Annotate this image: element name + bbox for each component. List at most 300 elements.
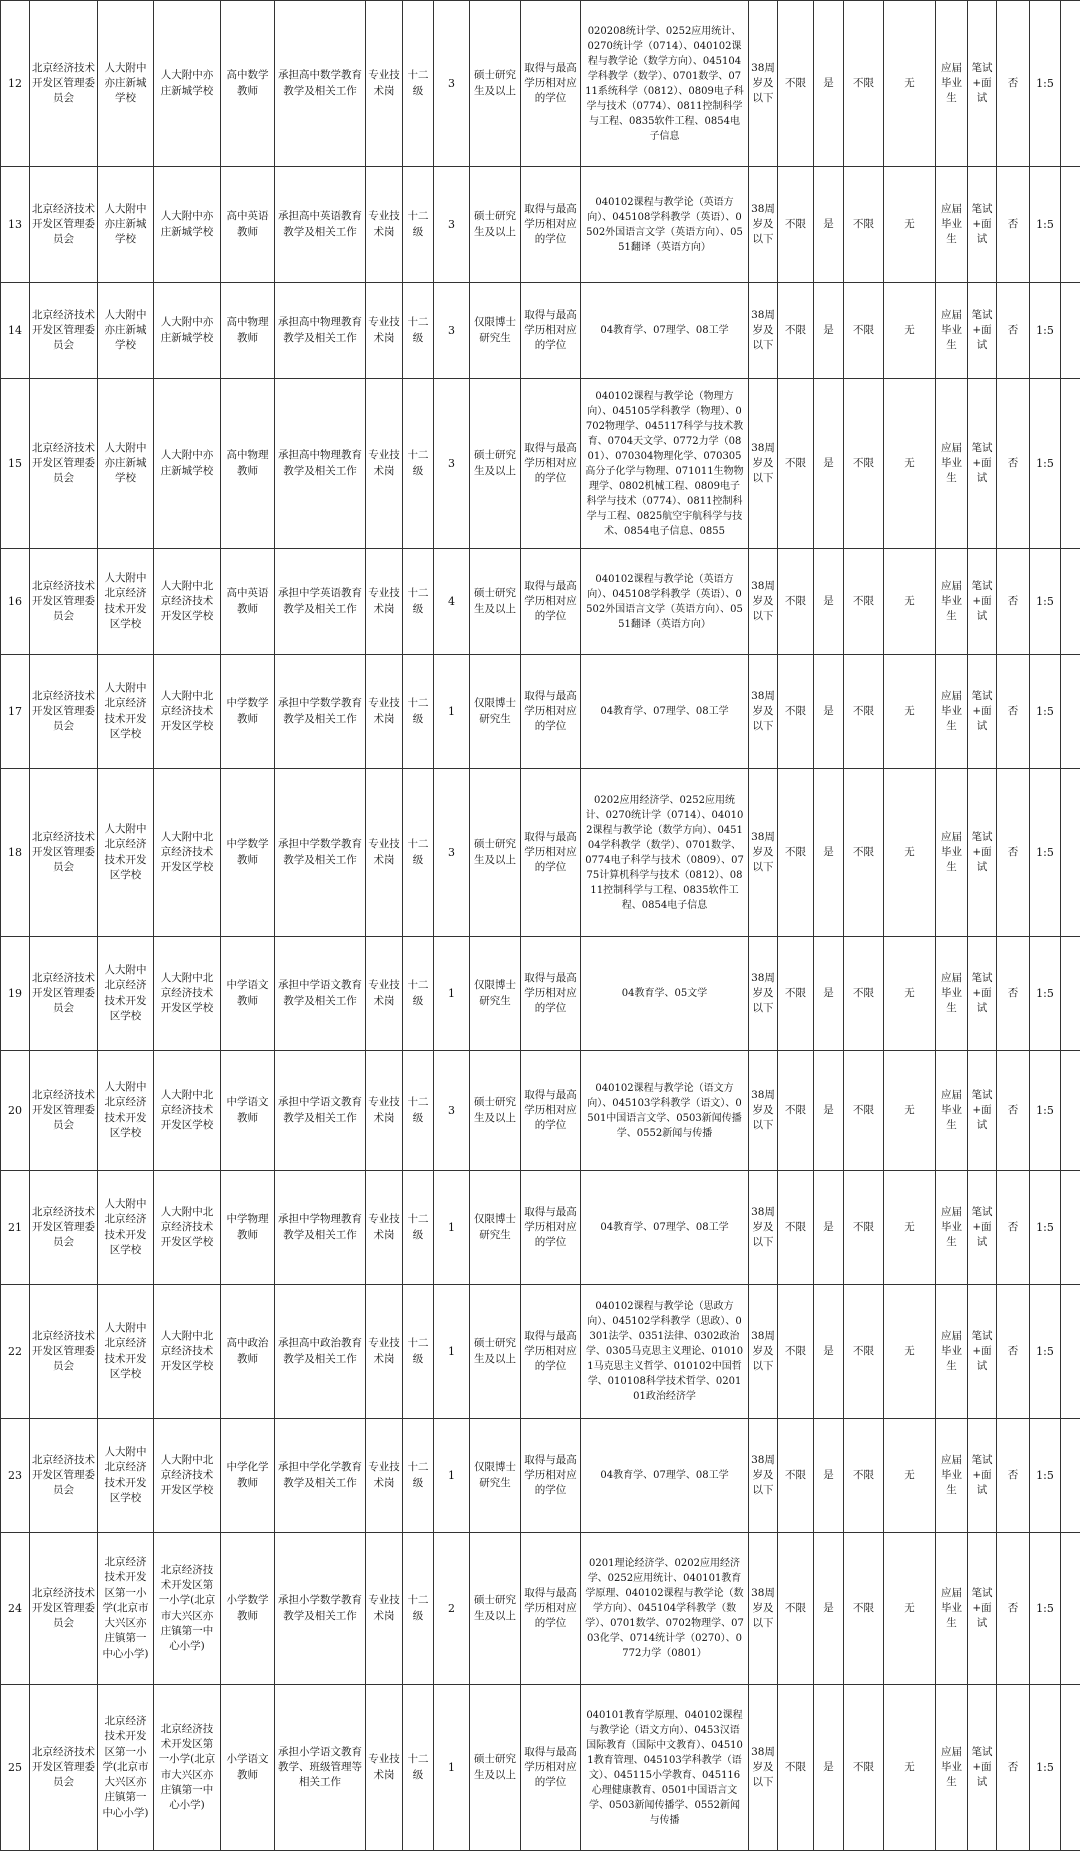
exam-method-cell: 笔试+面试 [968,937,997,1051]
position-level-cell: 十二级 [403,549,434,655]
headcount-cell: 3 [434,1,470,167]
position-category-cell: 专业技术岗 [366,769,403,937]
note-cell [1061,549,1080,655]
origin-cell: 不限 [844,379,884,549]
ratio-cell: 1:5 [1030,1171,1061,1285]
note-cell [1061,769,1080,937]
major-requirement-cell: 04教育学、05文学 [581,937,749,1051]
degree-cell: 取得与最高学历相对应的学位 [521,1285,581,1419]
flag-cell: 否 [997,1419,1030,1533]
ratio-cell: 1:5 [1030,379,1061,549]
hukou-cell: 是 [814,379,844,549]
ratio-cell: 1:5 [1030,1051,1061,1171]
political-status-cell: 不限 [778,1171,814,1285]
organization-cell: 人大附中北京经济技术开发区学校 [98,1285,154,1419]
position-name-cell: 中学语文教师 [221,937,275,1051]
major-requirement-cell: 04教育学、07理学、08工学 [581,1171,749,1285]
unit-cell: 人大附中亦庄新城学校 [154,283,221,379]
political-status-cell: 不限 [778,655,814,769]
unit-cell: 人大附中亦庄新城学校 [154,167,221,283]
position-category-cell: 专业技术岗 [366,1051,403,1171]
flag-cell: 否 [997,1285,1030,1419]
flag-cell: 否 [997,549,1030,655]
duty-cell: 承担高中物理教育教学及相关工作 [275,379,366,549]
major-requirement-cell: 0202应用经济学、0252应用统计、0270统计学（0714）、040102课程与教学论（数学方向）、045104学科教学（数学）、0701数学、0774电子科学与技术（0809）、0775计算机科学与技术（0812）、0811控制科学与工程、0835软件工程、0854电子信息 [581,769,749,937]
department-cell: 北京经济技术开发区管理委员会 [30,167,98,283]
ratio-cell: 1:5 [1030,549,1061,655]
age-cell: 38周岁及以下 [749,1419,778,1533]
other-requirement-cell: 无 [884,1,936,167]
organization-cell: 人大附中北京经济技术开发区学校 [98,1171,154,1285]
position-name-cell: 中学数学教师 [221,655,275,769]
degree-cell: 取得与最高学历相对应的学位 [521,1,581,167]
major-requirement-cell: 040102课程与教学论（物理方向）、045105学科教学（物理）、0702物理学、045117科学与技术教育、0704天文学、0772力学（0801）、070304物理化学、070305高分子化学与物理、071011生物物理学、0802机械工程、0809电子科学与技术（0774）、0811控制科学与工程、0825航空宇航科学与技术、0854电子信息、0855 [581,379,749,549]
origin-cell: 不限 [844,769,884,937]
row-number: 18 [1,769,30,937]
education-cell: 硕士研究生及以上 [470,167,521,283]
exam-method-cell: 笔试+面试 [968,1171,997,1285]
education-cell: 仅限博士研究生 [470,1171,521,1285]
political-status-cell: 不限 [778,1285,814,1419]
ratio-cell: 1:5 [1030,1285,1061,1419]
table-row [1,655,1080,769]
other-requirement-cell: 无 [884,1051,936,1171]
organization-cell: 人大附中北京经济技术开发区学校 [98,937,154,1051]
position-name-cell: 中学化学教师 [221,1419,275,1533]
political-status-cell: 不限 [778,379,814,549]
position-category-cell: 专业技术岗 [366,655,403,769]
headcount-cell: 3 [434,769,470,937]
flag-cell: 否 [997,1685,1030,1851]
duty-cell: 承担小学数学教育教学及相关工作 [275,1533,366,1685]
unit-cell: 人大附中北京经济技术开发区学校 [154,1171,221,1285]
flag-cell: 否 [997,655,1030,769]
duty-cell: 承担中学数学教育教学及相关工作 [275,769,366,937]
age-cell: 38周岁及以下 [749,379,778,549]
unit-cell: 人大附中北京经济技术开发区学校 [154,549,221,655]
position-name-cell: 小学语文教师 [221,1685,275,1851]
political-status-cell: 不限 [778,1051,814,1171]
origin-cell: 不限 [844,283,884,379]
exam-method-cell: 笔试+面试 [968,1285,997,1419]
organization-cell: 北京经济技术开发区第一小学(北京市大兴区亦庄镇第一中心小学) [98,1685,154,1851]
ratio-cell: 1:5 [1030,283,1061,379]
duty-cell: 承担中学语文教育教学及相关工作 [275,937,366,1051]
hukou-cell: 是 [814,283,844,379]
ratio-cell: 1:5 [1030,1,1061,167]
origin-cell: 不限 [844,549,884,655]
department-cell: 北京经济技术开发区管理委员会 [30,1051,98,1171]
education-cell: 硕士研究生及以上 [470,379,521,549]
department-cell: 北京经济技术开发区管理委员会 [30,1171,98,1285]
table-row [1,167,1080,283]
position-level-cell: 十二级 [403,655,434,769]
headcount-cell: 3 [434,167,470,283]
exam-method-cell: 笔试+面试 [968,167,997,283]
ratio-cell: 1:5 [1030,769,1061,937]
flag-cell: 否 [997,167,1030,283]
age-cell: 38周岁及以下 [749,1171,778,1285]
organization-cell: 人大附中北京经济技术开发区学校 [98,1051,154,1171]
major-requirement-cell: 040101教育学原理、040102课程与教学论（语文方向）、0453汉语国际教育（国际中文教育）、045101教育管理、045103学科教学（语文）、045115小学教育、045116心理健康教育、0501中国语言文学、0503新闻传播学、0552新闻与传播 [581,1685,749,1851]
note-cell [1061,283,1080,379]
major-requirement-cell: 040102课程与教学论（思政方向）、045102学科教学（思政）、0301法学、0351法律、0302政治学、0305马克思主义理论、010101马克思主义哲学、010102中国哲学、010108科学技术哲学、020101政治经济学 [581,1285,749,1419]
hukou-cell: 是 [814,1,844,167]
department-cell: 北京经济技术开发区管理委员会 [30,379,98,549]
hukou-cell: 是 [814,1419,844,1533]
note-cell [1061,1285,1080,1419]
headcount-cell: 1 [434,937,470,1051]
education-cell: 硕士研究生及以上 [470,1285,521,1419]
headcount-cell: 1 [434,1419,470,1533]
duty-cell: 承担中学化学教育教学及相关工作 [275,1419,366,1533]
ratio-cell: 1:5 [1030,655,1061,769]
graduate-type-cell: 应届毕业生 [936,549,968,655]
unit-cell: 人大附中北京经济技术开发区学校 [154,769,221,937]
row-number: 17 [1,655,30,769]
position-level-cell: 十二级 [403,167,434,283]
education-cell: 硕士研究生及以上 [470,1533,521,1685]
position-name-cell: 高中数学教师 [221,1,275,167]
position-name-cell: 高中政治教师 [221,1285,275,1419]
graduate-type-cell: 应届毕业生 [936,167,968,283]
origin-cell: 不限 [844,1533,884,1685]
other-requirement-cell: 无 [884,1685,936,1851]
note-cell [1061,1533,1080,1685]
position-level-cell: 十二级 [403,1,434,167]
position-level-cell: 十二级 [403,1685,434,1851]
political-status-cell: 不限 [778,937,814,1051]
department-cell: 北京经济技术开发区管理委员会 [30,655,98,769]
row-number: 12 [1,1,30,167]
duty-cell: 承担高中英语教育教学及相关工作 [275,167,366,283]
position-name-cell: 中学语文教师 [221,1051,275,1171]
organization-cell: 人大附中亦庄新城学校 [98,283,154,379]
degree-cell: 取得与最高学历相对应的学位 [521,1685,581,1851]
origin-cell: 不限 [844,655,884,769]
unit-cell: 人大附中亦庄新城学校 [154,1,221,167]
origin-cell: 不限 [844,1685,884,1851]
table-row [1,549,1080,655]
row-number: 19 [1,937,30,1051]
age-cell: 38周岁及以下 [749,937,778,1051]
position-category-cell: 专业技术岗 [366,1685,403,1851]
origin-cell: 不限 [844,167,884,283]
exam-method-cell: 笔试+面试 [968,1685,997,1851]
unit-cell: 人大附中北京经济技术开发区学校 [154,1285,221,1419]
exam-method-cell: 笔试+面试 [968,1533,997,1685]
other-requirement-cell: 无 [884,937,936,1051]
other-requirement-cell: 无 [884,1171,936,1285]
major-requirement-cell: 040102课程与教学论（英语方向）、045108学科教学（英语）、0502外国语言文学（英语方向）、0551翻译（英语方向） [581,167,749,283]
hukou-cell: 是 [814,167,844,283]
graduate-type-cell: 应届毕业生 [936,1419,968,1533]
ratio-cell: 1:5 [1030,1685,1061,1851]
graduate-type-cell: 应届毕业生 [936,1285,968,1419]
headcount-cell: 1 [434,655,470,769]
major-requirement-cell: 040102课程与教学论（语文方向）、045103学科教学（语文）、0501中国语言文学、0503新闻传播学、0552新闻与传播 [581,1051,749,1171]
other-requirement-cell: 无 [884,1533,936,1685]
department-cell: 北京经济技术开发区管理委员会 [30,1419,98,1533]
department-cell: 北京经济技术开发区管理委员会 [30,1285,98,1419]
position-level-cell: 十二级 [403,1285,434,1419]
age-cell: 38周岁及以下 [749,167,778,283]
age-cell: 38周岁及以下 [749,1,778,167]
degree-cell: 取得与最高学历相对应的学位 [521,1419,581,1533]
political-status-cell: 不限 [778,1533,814,1685]
flag-cell: 否 [997,937,1030,1051]
position-level-cell: 十二级 [403,937,434,1051]
exam-method-cell: 笔试+面试 [968,283,997,379]
position-category-cell: 专业技术岗 [366,167,403,283]
ratio-cell: 1:5 [1030,937,1061,1051]
origin-cell: 不限 [844,1,884,167]
position-level-cell: 十二级 [403,1171,434,1285]
major-requirement-cell: 0201理论经济学、0202应用经济学、0252应用统计、040101教育学原理、040102课程与教学论（数学方向）、045104学科教学（数学）、0701数学、0702物理学、0703化学、0714统计学（0270）、0772力学（0801） [581,1533,749,1685]
table-row [1,379,1080,549]
position-level-cell: 十二级 [403,1533,434,1685]
table-row [1,1685,1080,1851]
political-status-cell: 不限 [778,769,814,937]
other-requirement-cell: 无 [884,283,936,379]
other-requirement-cell: 无 [884,549,936,655]
political-status-cell: 不限 [778,1685,814,1851]
political-status-cell: 不限 [778,283,814,379]
note-cell [1061,167,1080,283]
graduate-type-cell: 应届毕业生 [936,1051,968,1171]
hukou-cell: 是 [814,1685,844,1851]
department-cell: 北京经济技术开发区管理委员会 [30,549,98,655]
political-status-cell: 不限 [778,167,814,283]
other-requirement-cell: 无 [884,379,936,549]
note-cell [1061,1051,1080,1171]
graduate-type-cell: 应届毕业生 [936,655,968,769]
flag-cell: 否 [997,283,1030,379]
unit-cell: 人大附中亦庄新城学校 [154,379,221,549]
exam-method-cell: 笔试+面试 [968,1051,997,1171]
ratio-cell: 1:5 [1030,167,1061,283]
organization-cell: 人大附中北京经济技术开发区学校 [98,655,154,769]
exam-method-cell: 笔试+面试 [968,379,997,549]
education-cell: 硕士研究生及以上 [470,549,521,655]
organization-cell: 人大附中北京经济技术开发区学校 [98,549,154,655]
unit-cell: 北京经济技术开发区第一小学(北京市大兴区亦庄镇第一中心小学) [154,1685,221,1851]
flag-cell: 否 [997,769,1030,937]
organization-cell: 人大附中亦庄新城学校 [98,379,154,549]
duty-cell: 承担中学语文教育教学及相关工作 [275,1051,366,1171]
department-cell: 北京经济技术开发区管理委员会 [30,937,98,1051]
row-number: 14 [1,283,30,379]
note-cell [1061,1,1080,167]
headcount-cell: 2 [434,1533,470,1685]
hukou-cell: 是 [814,1285,844,1419]
unit-cell: 人大附中北京经济技术开发区学校 [154,937,221,1051]
other-requirement-cell: 无 [884,167,936,283]
unit-cell: 北京经济技术开发区第一小学(北京市大兴区亦庄镇第一中心小学) [154,1533,221,1685]
headcount-cell: 1 [434,1171,470,1285]
other-requirement-cell: 无 [884,655,936,769]
headcount-cell: 3 [434,1051,470,1171]
headcount-cell: 1 [434,1685,470,1851]
table-row [1,1051,1080,1171]
position-level-cell: 十二级 [403,1051,434,1171]
other-requirement-cell: 无 [884,1285,936,1419]
origin-cell: 不限 [844,1171,884,1285]
department-cell: 北京经济技术开发区管理委员会 [30,1533,98,1685]
age-cell: 38周岁及以下 [749,549,778,655]
hukou-cell: 是 [814,937,844,1051]
hukou-cell: 是 [814,655,844,769]
degree-cell: 取得与最高学历相对应的学位 [521,167,581,283]
table-row [1,937,1080,1051]
graduate-type-cell: 应届毕业生 [936,283,968,379]
position-category-cell: 专业技术岗 [366,1171,403,1285]
duty-cell: 承担中学物理教育教学及相关工作 [275,1171,366,1285]
position-category-cell: 专业技术岗 [366,1419,403,1533]
position-category-cell: 专业技术岗 [366,937,403,1051]
department-cell: 北京经济技术开发区管理委员会 [30,1,98,167]
degree-cell: 取得与最高学历相对应的学位 [521,1533,581,1685]
flag-cell: 否 [997,1533,1030,1685]
note-cell [1061,937,1080,1051]
position-category-cell: 专业技术岗 [366,283,403,379]
position-name-cell: 中学物理教师 [221,1171,275,1285]
education-cell: 仅限博士研究生 [470,283,521,379]
note-cell [1061,1685,1080,1851]
headcount-cell: 3 [434,283,470,379]
organization-cell: 人大附中北京经济技术开发区学校 [98,769,154,937]
position-category-cell: 专业技术岗 [366,1285,403,1419]
organization-cell: 人大附中亦庄新城学校 [98,167,154,283]
origin-cell: 不限 [844,1051,884,1171]
row-number: 24 [1,1533,30,1685]
age-cell: 38周岁及以下 [749,1533,778,1685]
major-requirement-cell: 020208统计学、0252应用统计、0270统计学（0714）、040102课程与教学论（数学方向）、045104学科教学（数学）、0701数学、0711系统科学（0812）、0809电子科学与技术（0774）、0811控制科学与工程、0835软件工程、0854电子信息 [581,1,749,167]
education-cell: 硕士研究生及以上 [470,1,521,167]
row-number: 23 [1,1419,30,1533]
political-status-cell: 不限 [778,1419,814,1533]
duty-cell: 承担高中物理教育教学及相关工作 [275,283,366,379]
organization-cell: 北京经济技术开发区第一小学(北京市大兴区亦庄镇第一中心小学) [98,1533,154,1685]
flag-cell: 否 [997,379,1030,549]
major-requirement-cell: 04教育学、07理学、08工学 [581,283,749,379]
duty-cell: 承担高中数学教育教学及相关工作 [275,1,366,167]
department-cell: 北京经济技术开发区管理委员会 [30,283,98,379]
political-status-cell: 不限 [778,1,814,167]
table-row [1,1,1080,167]
hukou-cell: 是 [814,769,844,937]
unit-cell: 人大附中北京经济技术开发区学校 [154,1051,221,1171]
table-body [1,1,1080,1851]
age-cell: 38周岁及以下 [749,769,778,937]
row-number: 16 [1,549,30,655]
position-name-cell: 小学数学教师 [221,1533,275,1685]
duty-cell: 承担高中政治教育教学及相关工作 [275,1285,366,1419]
note-cell [1061,655,1080,769]
flag-cell: 否 [997,1171,1030,1285]
exam-method-cell: 笔试+面试 [968,549,997,655]
major-requirement-cell: 04教育学、07理学、08工学 [581,655,749,769]
table-row [1,769,1080,937]
note-cell [1061,379,1080,549]
education-cell: 硕士研究生及以上 [470,1685,521,1851]
row-number: 15 [1,379,30,549]
department-cell: 北京经济技术开发区管理委员会 [30,769,98,937]
table-row [1,1171,1080,1285]
degree-cell: 取得与最高学历相对应的学位 [521,379,581,549]
department-cell: 北京经济技术开发区管理委员会 [30,1685,98,1851]
unit-cell: 人大附中北京经济技术开发区学校 [154,655,221,769]
hukou-cell: 是 [814,1171,844,1285]
age-cell: 38周岁及以下 [749,283,778,379]
flag-cell: 否 [997,1,1030,167]
exam-method-cell: 笔试+面试 [968,769,997,937]
headcount-cell: 1 [434,1285,470,1419]
row-number: 22 [1,1285,30,1419]
degree-cell: 取得与最高学历相对应的学位 [521,1051,581,1171]
graduate-type-cell: 应届毕业生 [936,379,968,549]
degree-cell: 取得与最高学历相对应的学位 [521,549,581,655]
position-category-cell: 专业技术岗 [366,549,403,655]
hukou-cell: 是 [814,549,844,655]
education-cell: 仅限博士研究生 [470,655,521,769]
organization-cell: 人大附中北京经济技术开发区学校 [98,1419,154,1533]
origin-cell: 不限 [844,1419,884,1533]
position-name-cell: 高中物理教师 [221,379,275,549]
position-level-cell: 十二级 [403,379,434,549]
education-cell: 硕士研究生及以上 [470,1051,521,1171]
position-category-cell: 专业技术岗 [366,1533,403,1685]
degree-cell: 取得与最高学历相对应的学位 [521,1171,581,1285]
headcount-cell: 4 [434,549,470,655]
degree-cell: 取得与最高学历相对应的学位 [521,769,581,937]
age-cell: 38周岁及以下 [749,1685,778,1851]
age-cell: 38周岁及以下 [749,1285,778,1419]
flag-cell: 否 [997,1051,1030,1171]
exam-method-cell: 笔试+面试 [968,655,997,769]
position-level-cell: 十二级 [403,769,434,937]
row-number: 13 [1,167,30,283]
row-number: 25 [1,1685,30,1851]
duty-cell: 承担小学语文教育教学、班级管理等相关工作 [275,1685,366,1851]
duty-cell: 承担中学英语教育教学及相关工作 [275,549,366,655]
table-row [1,1533,1080,1685]
row-number: 21 [1,1171,30,1285]
degree-cell: 取得与最高学历相对应的学位 [521,937,581,1051]
hukou-cell: 是 [814,1533,844,1685]
headcount-cell: 3 [434,379,470,549]
major-requirement-cell: 040102课程与教学论（英语方向）、045108学科教学（英语）、0502外国语言文学（英语方向）、0551翻译（英语方向） [581,549,749,655]
position-level-cell: 十二级 [403,283,434,379]
age-cell: 38周岁及以下 [749,655,778,769]
duty-cell: 承担中学数学教育教学及相关工作 [275,655,366,769]
position-name-cell: 高中物理教师 [221,283,275,379]
graduate-type-cell: 应届毕业生 [936,1,968,167]
position-name-cell: 高中英语教师 [221,549,275,655]
origin-cell: 不限 [844,937,884,1051]
origin-cell: 不限 [844,1285,884,1419]
education-cell: 仅限博士研究生 [470,1419,521,1533]
organization-cell: 人大附中亦庄新城学校 [98,1,154,167]
note-cell [1061,1419,1080,1533]
position-name-cell: 高中英语教师 [221,167,275,283]
major-requirement-cell: 04教育学、07理学、08工学 [581,1419,749,1533]
position-name-cell: 中学数学教师 [221,769,275,937]
table-row [1,1285,1080,1419]
exam-method-cell: 笔试+面试 [968,1,997,167]
other-requirement-cell: 无 [884,1419,936,1533]
graduate-type-cell: 应届毕业生 [936,769,968,937]
